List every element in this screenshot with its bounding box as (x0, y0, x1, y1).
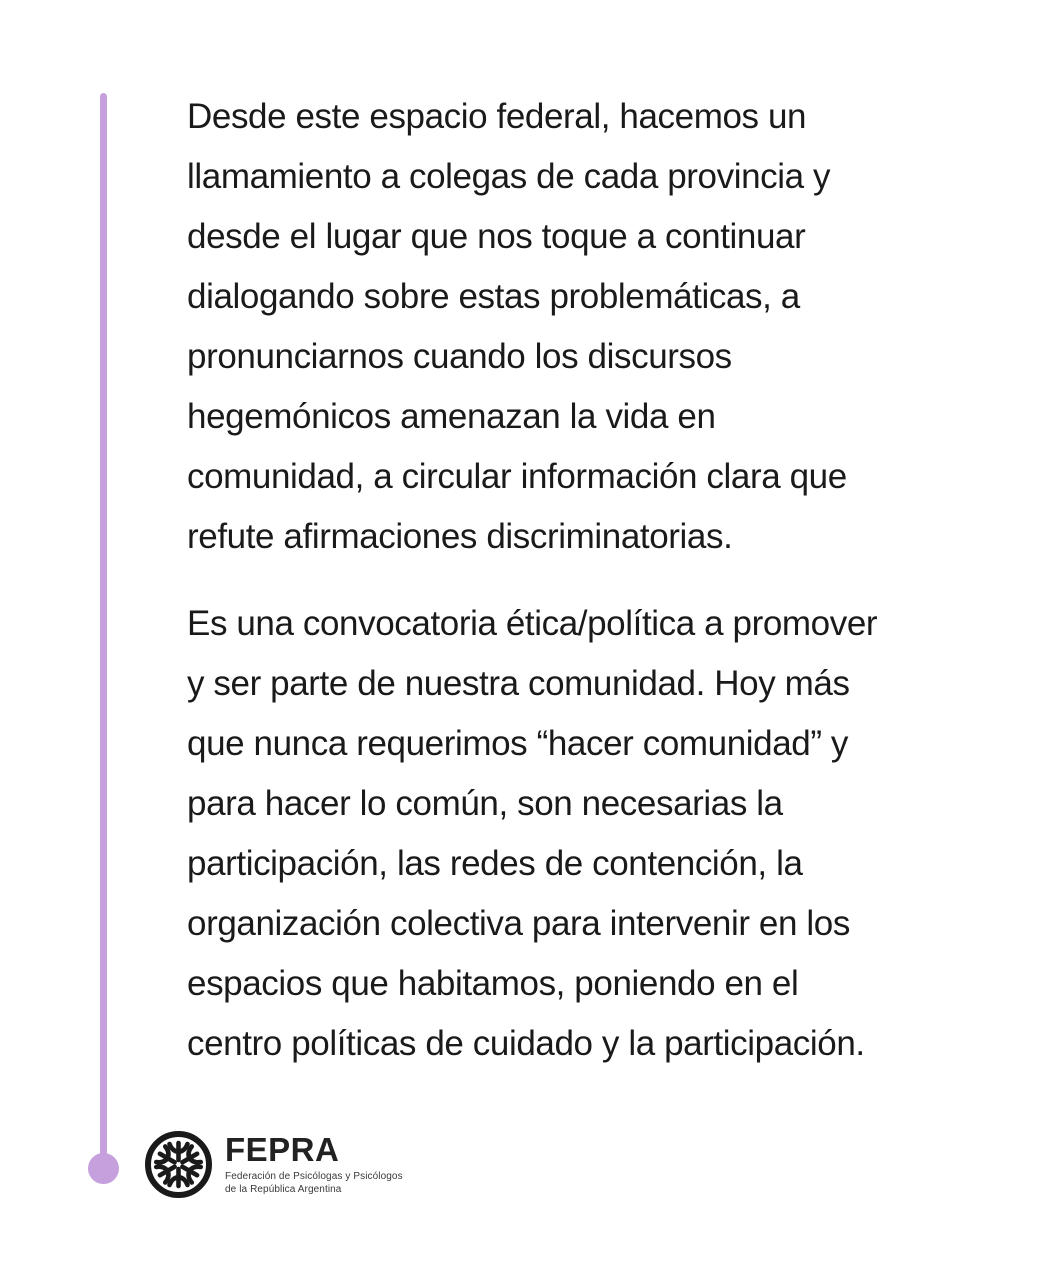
paragraph1-line: Desde este espacio federal, hacemos un (187, 97, 807, 136)
paragraph2-line: centro políticas de cuidado y la participación. (187, 1024, 865, 1063)
logo-subtitle-line2: de la República Argentina (225, 1183, 342, 1195)
accent-dot (88, 1153, 119, 1184)
paragraph2-line: que nunca requerimos “hacer comunidad” y (187, 724, 849, 763)
body-text (187, 87, 987, 1074)
paragraph2-line: espacios que habitamos, poniendo en el (187, 964, 799, 1003)
paragraph1-line: comunidad, a circular información clara que (187, 457, 847, 496)
logo-subtitle-line1: Federación de Psicólogas y Psicólogos (225, 1171, 403, 1182)
paragraph2-line: para hacer lo común, son necesarias la (187, 784, 783, 823)
accent-line (100, 93, 107, 1161)
paragraph2-line: participación, las redes de contención, la (187, 844, 803, 883)
fepra-logo (142, 1128, 403, 1201)
paragraph1-line: dialogando sobre estas problemáticas, a (187, 277, 800, 316)
paragraph2-line: Es una convocatoria ética/política a promover (187, 604, 878, 643)
logo-text (225, 1133, 403, 1196)
paragraph-1 (187, 87, 987, 567)
paragraph1-line: pronunciarnos cuando los discursos (187, 337, 732, 376)
paragraph2-line: organización colectiva para intervenir en los (187, 904, 850, 943)
paragraph-2 (187, 594, 987, 1074)
logo-acronym: FEPRA (225, 1131, 340, 1168)
paragraph1-line: refute afirmaciones discriminatorias. (187, 517, 733, 556)
paragraph1-line: hegemónicos amenazan la vida en (187, 397, 716, 436)
paragraph1-line: desde el lugar que nos toque a continuar (187, 217, 806, 256)
paragraph1-line: llamamiento a colegas de cada provincia y (187, 157, 831, 196)
paragraph2-line: y ser parte de nuestra comunidad. Hoy más (187, 664, 850, 703)
logo-subtitle (225, 1171, 403, 1196)
fepra-dendrite-icon (142, 1128, 215, 1201)
